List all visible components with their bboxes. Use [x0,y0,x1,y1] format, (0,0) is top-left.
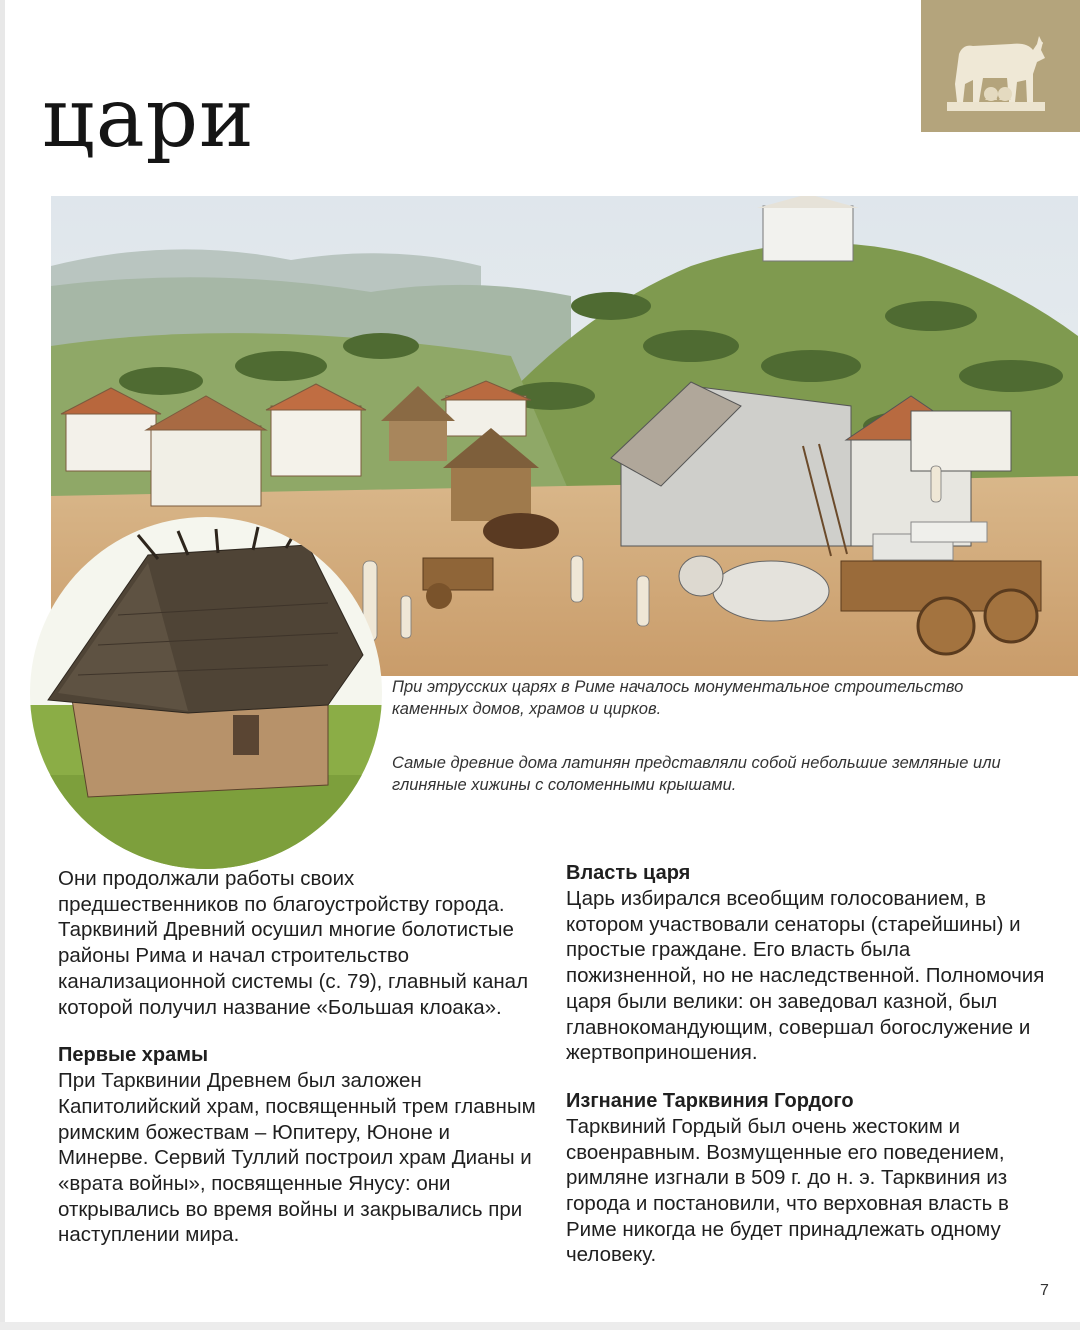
capitoline-wolf-icon [933,14,1057,118]
first-temples-paragraph: При Тарквинии Древнем был заложен Капитолийский храм, посвященный трем главным римским божествам – Юпитеру, Юноне и Минерве. Сервий Туллий построил храм Дианы и «врата войны», посвященные Янусу: они открывались во время войны и закрывались при наступлении мира. [58,1069,536,1247]
kings-power-paragraph: Царь избирался всеобщим голосованием, в котором участвовали сенаторы (старейшины) и простые граждане. Его власть была пожизненной, но не наследственной. Полномочия царя были велики: он заведовал казной, был главнокомандующим, совершал богослужение и жертвоприношения. [566,887,1045,1065]
page-title: цари [42,71,255,166]
exile-tarquinius-paragraph: Тарквиний Гордый был очень жестоким и своенравным. Возмущенные его поведением, римляне изгнали в 509 г. до н. э. Тарквиния из города и постановили, что верховная власть в Риме никогда не будет принадлежать одному человеку. [566,1114,1009,1267]
section-heading-exile-tarquinius: Изгнание Тарквиния Гордого [566,1089,854,1112]
corner-badge [921,0,1080,132]
section-heading-first-temples: Первые храмы [58,1044,209,1067]
caption-latin-huts: Самые древние дома латинян представляли собой небольшие земляные или глиняные хижины с соломенными крышами. [392,754,1001,794]
page-number: 7 [1040,1282,1049,1299]
intro-paragraph: Они продолжали работы своих предшественников по благоустройству города. Тарквиний Древний осушил многие болотистые районы Рима и начал строительство канализационной системы (с. 79), главный канал которой получил название «Большая клоака». [58,867,529,1019]
thatched-hut-inset [28,515,384,871]
left-column [58,866,538,1248]
section-heading-kings-power: Власть царя [566,862,691,884]
right-column [566,861,1046,1268]
caption-etruscan-construction: При этрусских царях в Риме началось монументальное строительство каменных домов, храмов и цирков. [392,678,964,718]
